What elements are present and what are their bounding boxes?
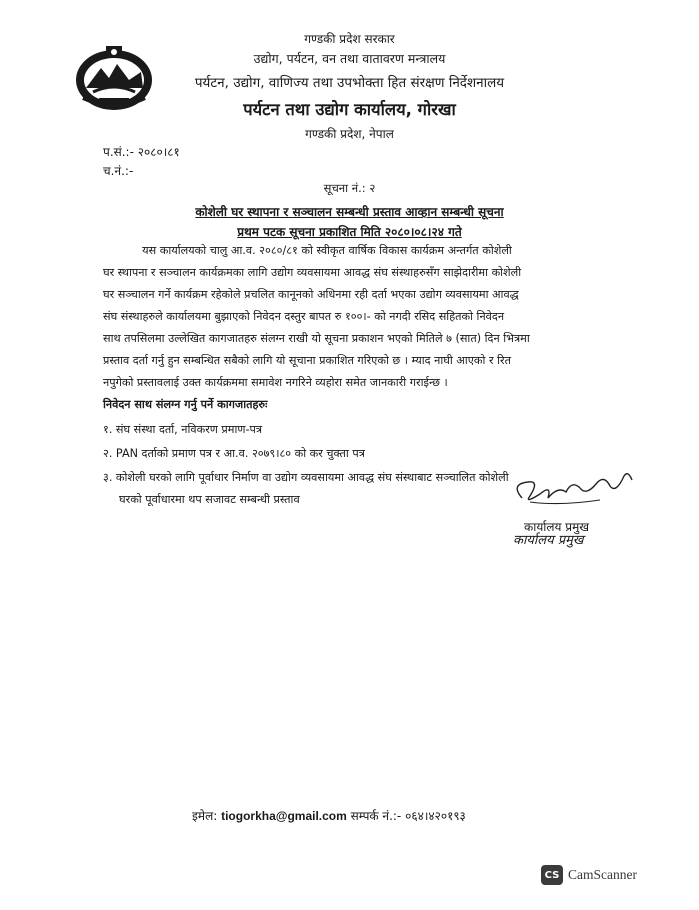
patra-sankhya: प.सं.:- २०८०।८१	[103, 145, 180, 159]
office-name: पर्यटन तथा उद्योग कार्यालय, गोरखा	[243, 100, 456, 119]
email-address: tiogorkha@gmail.com	[221, 809, 347, 823]
footer-contact	[192, 807, 466, 824]
office-location: गण्डकी प्रदेश, नेपाल	[305, 127, 394, 141]
body-line: प्रस्ताव दर्ता गर्नु हुन सम्बन्धित सबैको लागि यो सूचाना प्रकाशित गरिएको छ । म्याद नाघी आएको र रित	[103, 354, 511, 367]
directorate-name: पर्यटन, उद्योग, वाणिज्य तथा उपभोक्ता हित संरक्षण निर्देशनालय	[194, 75, 505, 91]
camscanner-label: CamScanner	[568, 867, 637, 882]
camscanner-icon: CS	[541, 865, 563, 885]
phone-number: ०६४।४२०१९३	[405, 809, 466, 823]
gov-name: गण्डकी प्रदेश सरकार	[304, 32, 395, 46]
body-line: घर सञ्चालन गर्ने कार्यक्रम रहेकोले प्रचलित कानूनको अधिनमा रही दर्ता भएका उद्योग व्यवसायमा आवद्ध	[103, 288, 519, 301]
notice-published-text: प्रथम पटक सूचना प्रकाशित मिति २०८०।०८।२४ गते	[237, 225, 462, 239]
body-line: घर स्थापना र सञ्चालन कार्यक्रमका लागि उद्योग व्यवसायमा आवद्ध संघ संस्थाहरुसँग साझेदारीमा कोशेली	[103, 266, 522, 279]
attachments-heading: निवेदन साथ संलग्न गर्नु पर्ने कागजातहरुः	[103, 398, 268, 411]
notice-published	[0, 223, 699, 240]
body-line: नपुगेको प्रस्तावलाई उक्त कार्यक्रममा समावेश नगरिने व्यहोरा समेत जानकारी गराईन्छ ।	[103, 376, 448, 389]
ministry-name: उद्योग, पर्यटन, वन तथा वातावरण मन्त्रालय	[253, 51, 446, 66]
attachment-item-cont: घरको पूर्वाधारमा थप सजावट सम्बन्धी प्रस्ताव	[119, 493, 300, 506]
chalani-number: च.नं.:-	[103, 164, 134, 178]
notice-number: सूचना नं.: २	[323, 181, 376, 195]
camscanner-watermark	[541, 865, 637, 885]
notice-subject-text: कोशेली घर स्थापना र सञ्चालन सम्बन्धी प्रस्ताव आव्हान सम्बन्धी सूचना	[195, 205, 504, 219]
signature-title-print: कार्यालय प्रमुख	[524, 520, 590, 534]
notice-subject	[0, 203, 699, 220]
phone-label: सम्पर्क नं.:-	[350, 809, 402, 823]
body-line: साथ तपसिलमा उल्लेखित कागजातहरु संलग्न राखी यो सूचना प्रकाशन भएको मितिले ७ (सात) दिन भित्रमा	[103, 332, 530, 345]
attachment-item: ३. कोशेली घरको लागि पूर्वाधार निर्माण वा उद्योग व्यवसायमा आवद्ध संघ संस्थाबाट सञ्चालित कोशेली	[103, 471, 509, 484]
attachment-item: २. PAN दर्ताको प्रमाण पत्र र आ.व. २०७९।८० को कर चुक्ता पत्र	[103, 447, 365, 460]
body-line: संघ संस्थाहरुले कार्यालयमा बुझाएको निवेदन दस्तुर बापत रु १००।- को नगदी रसिद सहितको निवेदन	[103, 310, 505, 323]
email-label: इमेल:	[192, 809, 218, 823]
body-line: यस कार्यालयको चालु आ.व. २०८०/८१ को स्वीकृत वार्षिक विकास कार्यक्रम अन्तर्गत कोशेली	[103, 244, 512, 257]
signature-title-handwritten: कार्यालय प्रमुख	[513, 533, 584, 548]
attachment-item: १. संघ संस्था दर्ता, नविकरण प्रमाण-पत्र	[103, 423, 263, 436]
